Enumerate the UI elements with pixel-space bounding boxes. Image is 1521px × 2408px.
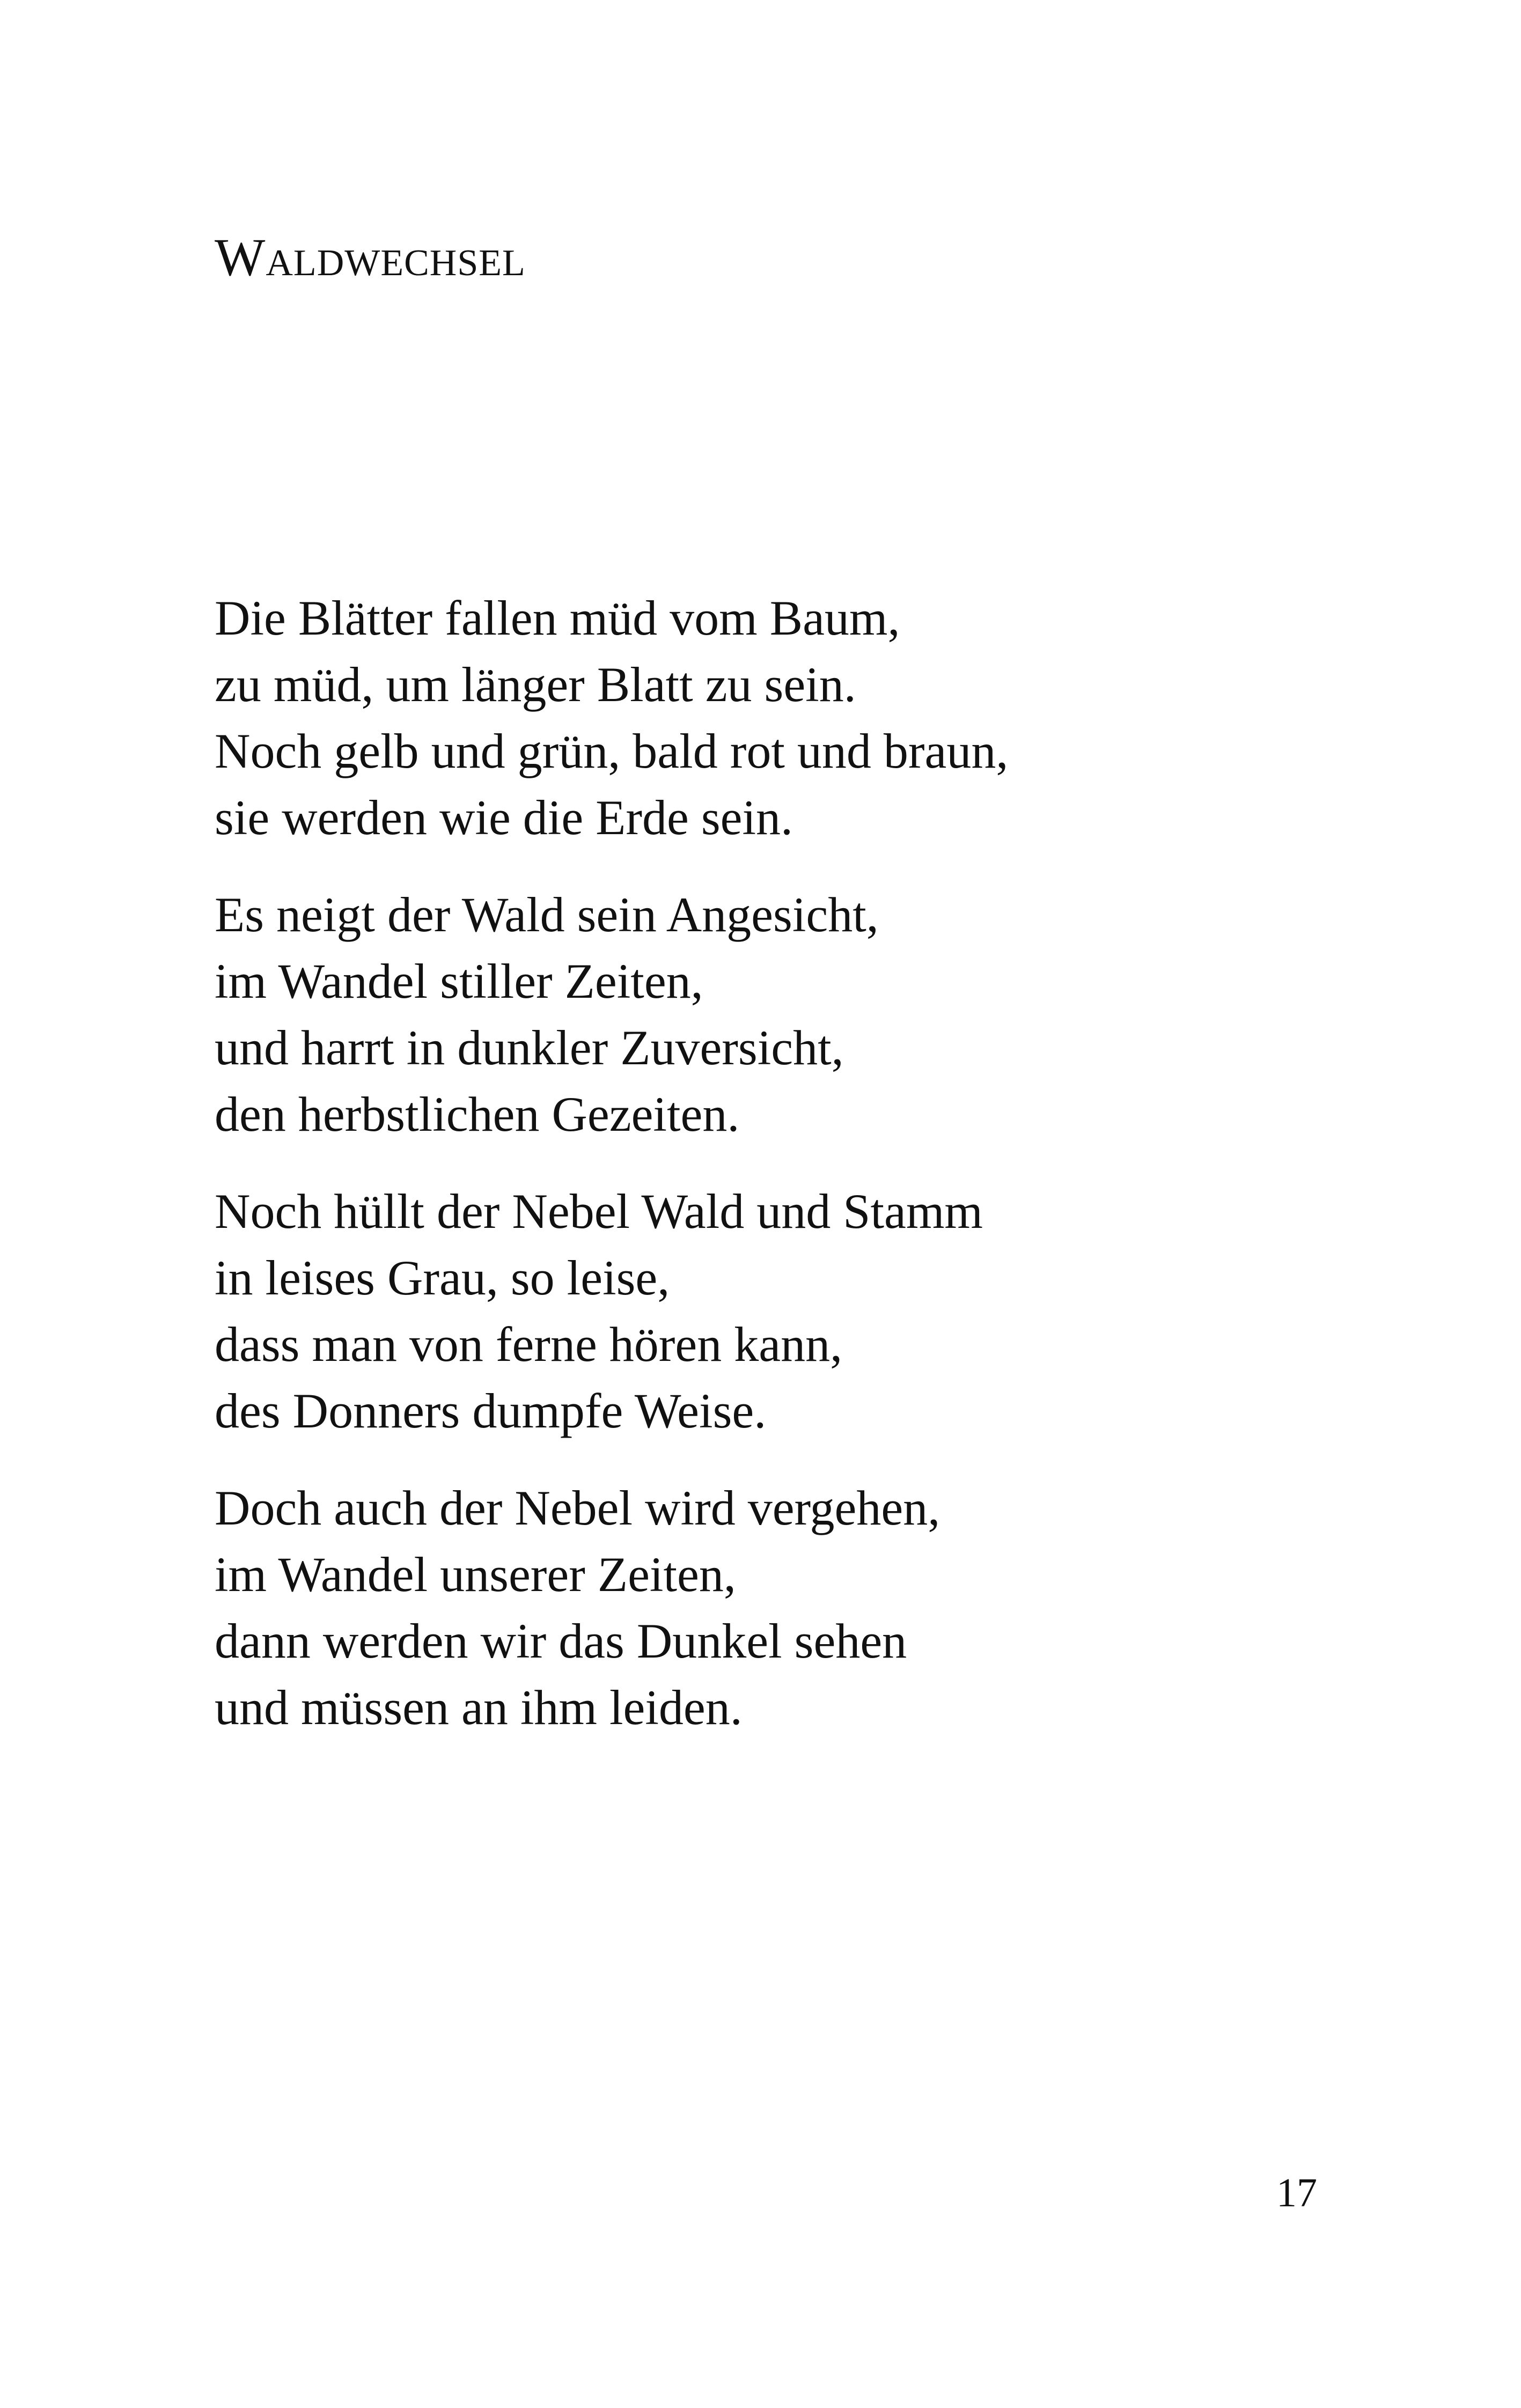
poem-line: und harrt in dunkler Zuversicht,: [215, 1020, 844, 1075]
poem-line: Doch auch der Nebel wird vergehen,: [215, 1481, 940, 1535]
poem-line: zu müd, um länger Blatt zu sein.: [215, 657, 856, 712]
stanza-3: [215, 1178, 1341, 1444]
poem-line: in leises Grau, so leise,: [215, 1250, 670, 1305]
poem-line: dann werden wir das Dunkel sehen: [215, 1614, 907, 1668]
stanza-2: [215, 881, 1341, 1147]
poem-line: Noch hüllt der Nebel Wald und Stamm: [215, 1184, 983, 1239]
poem-line: und müssen an ihm leiden.: [215, 1680, 743, 1735]
poem-body: [215, 585, 1341, 1771]
poem-line: im Wandel unserer Zeiten,: [215, 1547, 736, 1602]
poem-line: den herbstlichen Gezeiten.: [215, 1087, 740, 1142]
poem-line: dass man von ferne hören kann,: [215, 1317, 843, 1372]
poem-title: Waldwechsel: [215, 227, 526, 287]
poem-line: sie werden wie die Erde sein.: [215, 790, 793, 845]
poem-line: Die Blätter fallen müd vom Baum,: [215, 591, 900, 645]
poem-line: des Donners dumpfe Weise.: [215, 1383, 767, 1438]
stanza-1: [215, 585, 1341, 851]
stanza-4: [215, 1475, 1341, 1741]
poem-line: im Wandel stiller Zeiten,: [215, 954, 703, 1008]
page-number: 17: [1276, 2170, 1317, 2215]
poem-line: Noch gelb und grün, bald rot und braun,: [215, 724, 1009, 778]
poem-line: Es neigt der Wald sein Angesicht,: [215, 887, 879, 942]
